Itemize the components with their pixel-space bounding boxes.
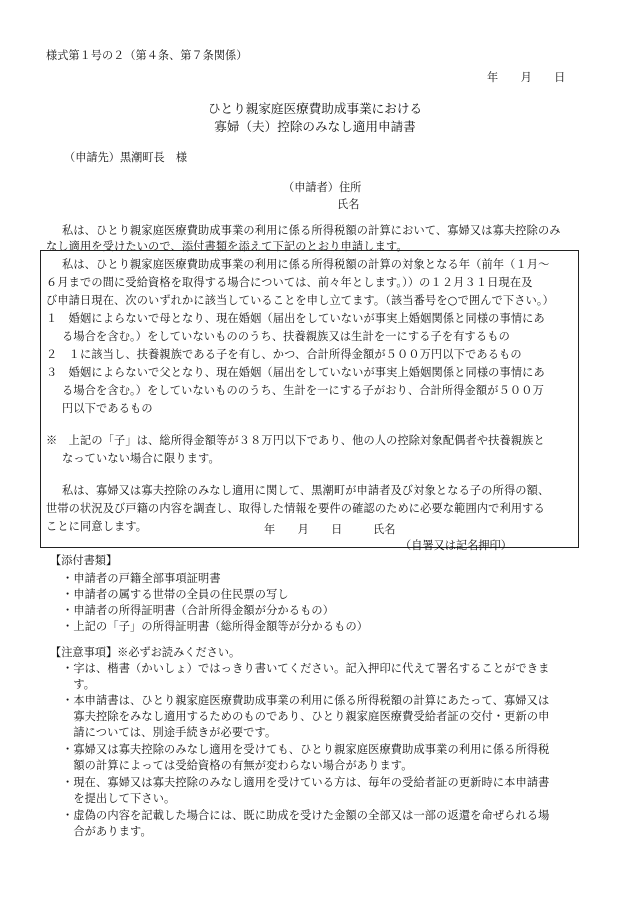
intro-line: 私は、ひとり親家庭医療費助成事業の利用に係る所得税額の計算において、寡婦又は寡夫控除のみ [62, 224, 561, 237]
note-item: 請については、別途手続きが必要です。 [62, 726, 277, 739]
condition-1: １ 婚姻によらないで母となり、現在婚姻（届出をしていないが事実上婚姻関係と同様の事情にあ [46, 312, 545, 325]
attachment-item: ・上記の「子」の所得証明書（総所得金額等が分かるもの） [62, 620, 369, 633]
condition-3-cont: 円以下であるもの [62, 402, 153, 415]
declaration-line: 私は、ひとり親家庭医療費助成事業の利用に係る所得税額の計算の対象となる年（前年（１月～ [62, 258, 550, 271]
date-header: 年 月 日 [487, 71, 566, 84]
note-item: ・寡婦又は寡夫控除のみなし適用を受けても、ひとり親家庭医療費助成事業の利用に係る所得税 [62, 743, 550, 756]
note-line: ※ 上記の「子」は、総所得金額等が３８万円以下であり、他の人の控除対象配偶者や扶養親族と [46, 434, 545, 447]
note-item: ・虚偽の内容を記載した場合には、既に助成を受けた金額の全部又は一部の返還を命ぜられる場 [62, 809, 550, 822]
declaration-line: び申請日現在、次のいずれかに該当していることを申し立てます。（該当番号を○で囲んで下さい。） [46, 294, 555, 307]
note-item: 額の計算によっては受給資格の有無が変わらない場合があります。 [62, 759, 413, 772]
applicant-name-label: 氏名 [337, 198, 360, 211]
condition-3: ３ 婚姻によらないで父となり、現在婚姻（届出をしていないが事実上婚姻関係と同様の事情にあ [46, 366, 545, 379]
consent-line: ことに同意します。 [46, 520, 148, 533]
signature-note: （自署又は記名押印） [400, 539, 512, 552]
declaration-line: ６月までの間に受給資格を取得する場合については、前々年とします。））の１２月３１日現在及 [46, 276, 533, 289]
note-item: を提出して下さい。 [62, 792, 176, 805]
signature-name-label: 氏名 [373, 523, 396, 536]
title-line-1: ひとり親家庭医療費助成事業における [207, 101, 423, 116]
note-item: ・字は、楷書（かいしょ）ではっきり書いてください。記入押印に代えて署名することができま [62, 662, 550, 675]
intro-line: なし適用を受けたいので、添付書類を添えて下記のとおり申請します。 [46, 240, 408, 253]
recipient: （申請先）黒潮町長 様 [64, 151, 188, 164]
signature-date: 年 月 日 [264, 523, 343, 536]
notes-heading: 【注意事項】※必ずお読みください。 [50, 646, 241, 659]
title-line-2: 寡婦（夫）控除のみなし適用申請書 [214, 119, 416, 134]
attachment-item: ・申請者の所得証明書（合計所得金額が分かるもの） [62, 604, 335, 617]
note-item: ・現在、寡婦又は寡夫控除のみなし適用を受けている方は、毎年の受給者証の更新時に本申請書 [62, 776, 550, 789]
consent-line: 私は、寡婦又は寡夫控除のみなし適用に関して、黒潮町が申請者及び対象となる子の所得の額、 [62, 484, 550, 497]
condition-2: ２ １に該当し、扶養親族である子を有し、かつ、合計所得金額が５００万円以下であるもの [46, 348, 522, 361]
attachment-item: ・申請者の戸籍全部事項証明書 [62, 572, 221, 585]
attachment-item: ・申請者の属する世帯の全員の住民票の写し [62, 588, 289, 601]
applicant-address-label: （申請者）住所 [283, 181, 362, 194]
consent-line: 世帯の状況及び戸籍の内容を調査し、取得した情報を要件の確認のために必要な範囲内で利用する [46, 502, 545, 515]
form-number: 様式第１号の２（第４条、第７条関係） [46, 49, 248, 62]
note-item: す。 [62, 678, 96, 691]
condition-3-cont: る場合を含む。）をしていないもののうち、生計を一にする子がおり、合計所得金額が５００万 [62, 384, 544, 397]
note-item: 合があります。 [62, 825, 152, 838]
note-line: なっていない場合に限ります。 [62, 452, 220, 465]
condition-1-cont: る場合を含む。）をしていないもののうち、扶養親族又は生計を一にする子を有するもの [62, 330, 510, 343]
note-item: 寡夫控除をみなし適用するためのものであり、ひとり親家庭医療費受給者証の交付・更新の申 [62, 710, 550, 723]
note-item: ・本申請書は、ひとり親家庭医療費助成事業の利用に係る所得税額の計算にあたって、寡婦又は [62, 694, 550, 707]
attachments-heading: 【添付書類】 [50, 554, 118, 567]
